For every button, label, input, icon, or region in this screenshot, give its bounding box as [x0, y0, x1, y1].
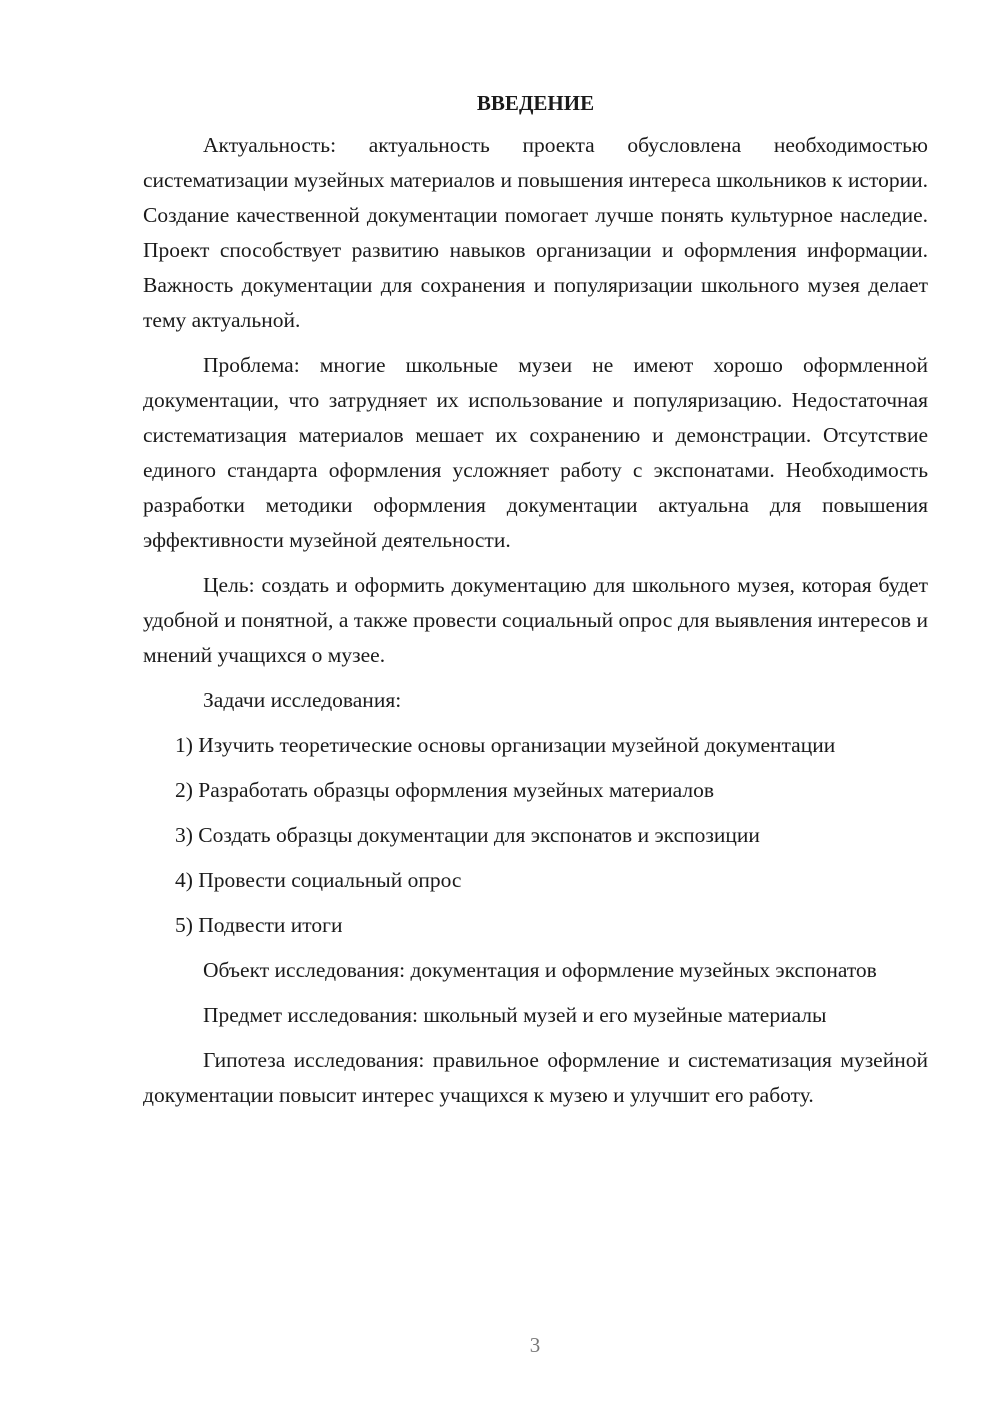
- task-item: 2) Разработать образцы оформления музейных материалов: [175, 778, 714, 802]
- problem-paragraph: Проблема: многие школьные музеи не имеют хорошо оформленной документации, что затрудняет их использование и популяризацию. Недостаточная систематизация материалов мешает их сохранению и демонстрации. Отсутствие единого стандарта оформления усложняет работу с экспонатами. Необходимость разработки методики оформления документации актуальна для повышения эффективности музейной деятельности.: [143, 353, 928, 552]
- task-item: 5) Подвести итоги: [175, 913, 343, 937]
- task-item: 3) Создать образцы документации для экспонатов и экспозиции: [175, 823, 760, 847]
- page-number: 3: [529, 1333, 541, 1357]
- subject-paragraph: Предмет исследования: школьный музей и его музейные материалы: [203, 1003, 827, 1027]
- section-heading: ВВЕДЕНИЕ: [476, 91, 595, 115]
- tasks-intro: Задачи исследования:: [203, 688, 402, 712]
- task-item: 1) Изучить теоретические основы организации музейной документации: [175, 733, 836, 757]
- relevance-paragraph: Актуальность: актуальность проекта обусловлена необходимостью систематизации музейных материалов и повышения интереса школьников к истории. Создание качественной документации помогает лучше понять культурное наследие. Проект способствует развитию навыков организации и оформления информации. Важность документации для сохранения и популяризации школьного музея делает тему актуальной.: [143, 133, 928, 332]
- tasks-list: [143, 728, 928, 943]
- hypothesis-paragraph: Гипотеза исследования: правильное оформление и систематизация музейной документации повысит интерес учащихся к музею и улучшит его работу.: [143, 1048, 928, 1107]
- task-item: 4) Провести социальный опрос: [175, 868, 462, 892]
- document-page: [143, 88, 928, 1123]
- object-paragraph: Объект исследования: документация и оформление музейных экспонатов: [203, 958, 877, 982]
- goal-paragraph: Цель: создать и оформить документацию для школьного музея, которая будет удобной и понятной, а также провести социальный опрос для выявления интересов и мнений учащихся о музее.: [143, 573, 928, 667]
